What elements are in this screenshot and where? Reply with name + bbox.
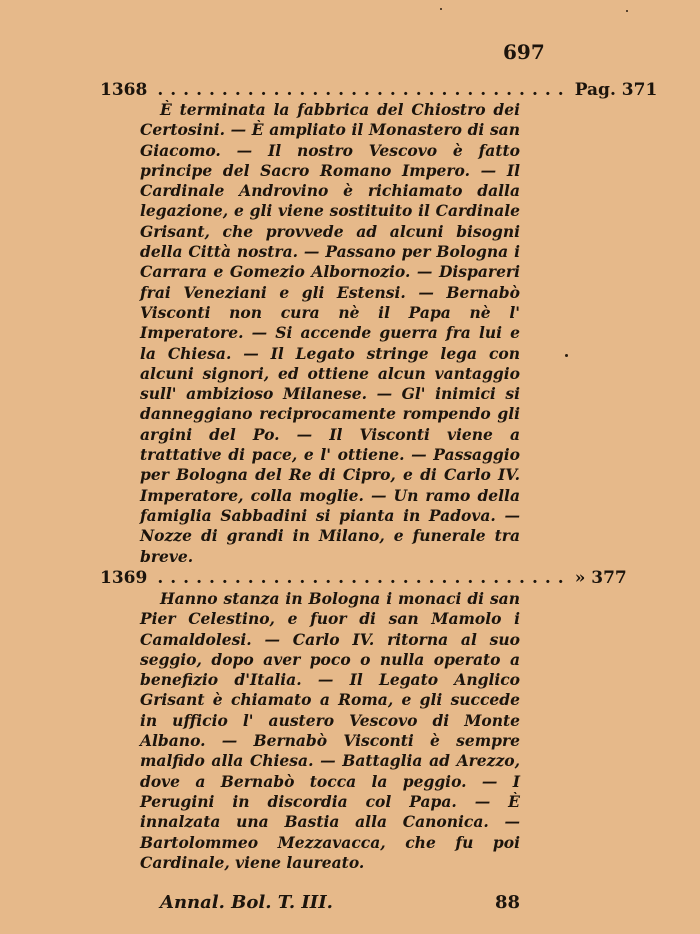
entry-heading [100, 80, 658, 100]
page-footer [160, 892, 520, 913]
page-reference: » 377 [574, 568, 627, 588]
entry-summary: Hanno stanza in Bologna i monaci di san Pier Celestino, e fuor di san Mamolo i Camaldolesi. — Carlo IV. ritorna al suo seggio, dopo aver poco o nulla operato a benefizio d'Italia. — Il Legato Anglico Grisant è chiamato a Roma, e gli succede in ufficio l' austero Vescovo di Monte Albano. — Bernabò Visconti è sempre malfido alla Chiesa. — Battaglia ad Arezzo, dove a Bernabò tocca la peggio. — I Perugini in discordia col Papa. — È innalzata una Bastia alla Canonica. — Bartolommeo Mezzavacca, che fu poi Cardinale, viene laureato. [140, 589, 520, 872]
entry-year: 1369 [100, 568, 148, 588]
ink-speck [565, 354, 568, 357]
entry-heading [100, 568, 627, 588]
entry-year: 1368 [100, 80, 148, 100]
dot-leader: ................................ [157, 568, 571, 588]
entry-summary: È terminata la fabbrica del Chiostro dei Certosini. — È ampliato il Monastero di san Giacomo. — Il nostro Vescovo è fatto principe del Sacro Romano Impero. — Il Cardinale Androvino è richiamato dalla legazione, e gli viene sostituito il Cardinale Grisant, che provvede ad alcuni bisogni della Città nostra. — Passano per Bologna i Carrara e Gomezio Albornozio. — Dispareri frai Veneziani e gli Estensi. — Bernabò Visconti non cura nè il Papa nè l' Imperatore. — Si accende guerra fra lui e la Chiesa. — Il Legato stringe lega con alcuni signori, ed ottiene alcun vantaggio sull' ambizioso Milanese. — Gl' inimici si danneggiano reciprocamente rompendo gli argini del Po. — Il Visconti viene a trattative di pace, e l' ottiene. — Passaggio per Bologna del Re di Cipro, e di Carlo IV. Imperatore, colla moglie. — Un ramo della famiglia Sabbadini si pianta in Padova. — Nozze di grandi in Milano, e funerale tra breve. [140, 100, 520, 566]
footer-title: Annal. Bol. T. III. [160, 892, 333, 913]
ink-speck [440, 8, 442, 10]
dot-leader: ................................ [157, 80, 571, 100]
page-number: 697 [503, 40, 545, 64]
ink-speck [626, 10, 628, 12]
page-reference: Pag. 371 [574, 80, 658, 100]
signature-number: 88 [494, 892, 520, 913]
